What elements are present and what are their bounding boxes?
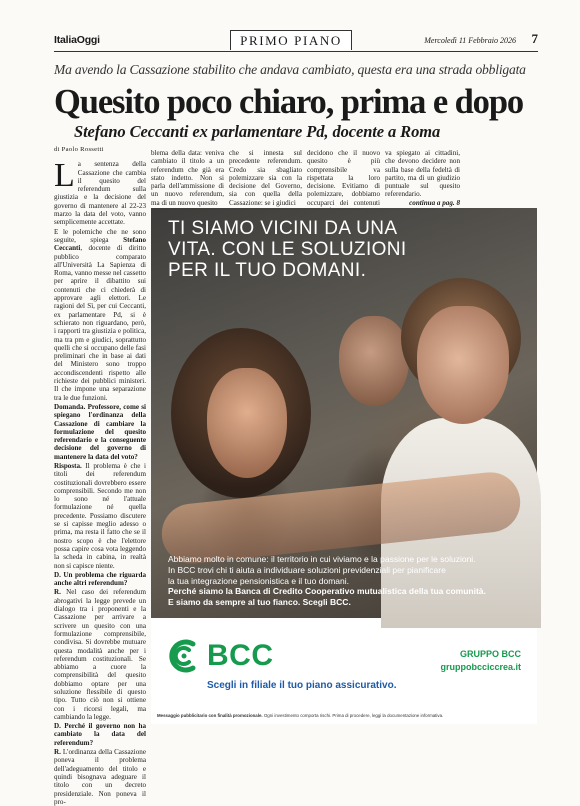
article-column-4: decidono che il nuovo quesito è più comprensibile va rispettata la loro decisione. Evitiamo di polemizzare, dobbiamo occuparci dei contenuti	[307, 149, 380, 207]
ad-headline: TI SIAMO VICINI DA UNA VITA. CON LE SOLUZIONI PER IL TUO DOMANI.	[168, 218, 407, 281]
interview-answer: R. Nel caso dei referendum abrogativi la legge prevede un dialogo tra i proponenti e la Cassazione per arrivare a scrivere un quesito con una formulazione comprensibile, condivisa. Si dovrebbe mutuare questa modalità anche per i referendum costituzionali. Se abbiamo a cuore la comprensibilità del quesito dobbiamo optare per una soluzione flessibile di questo tipo. Tutto ciò non si ottiene con i ricorsi legali, ma cambiando la legge.	[54, 588, 146, 721]
article-column-2: blema della data: veniva cambiato il titolo a un referendum che già era stato indetto. Non si parla dell'ammissione di un nuovo referendum, ma di un nuovo quesito	[151, 149, 224, 207]
interview-answer: Risposta. Il problema è che i titoli dei referendum costituzionali dovrebbero essere comprensibili. Secondo me non lo sono né l'attuale formulazione né quella precedente. Possiamo discutere se si capisse meglio adesso o prima, ma resta il fatto che se il nostro scopo è che l'elettore possa capire cosa vota leggendo la scheda in cabina, in realtà non si capisce niente.	[54, 461, 146, 570]
group-info	[440, 648, 521, 674]
ad-disclaimer: Messaggio pubblicitario con finalità promozionale. Ogni investimento comporta rischi. Prima di procedere, leggi la documentazione informativa.	[157, 713, 444, 718]
group-label: GRUPPO BCC	[459, 649, 521, 659]
article-column-1	[54, 146, 146, 806]
ad-body-text: Abbiamo molto in comune: il territorio in cui viviamo e la passione per le soluzioni. In BCC trovi chi ti aiuta a individuare soluzioni previdenziali per pianificare la tua integrazione pensionistica e il tuo domani. Perché siamo la Banca di Credito Cooperativo mutualistica della tua comunità. E siamo da sempre al tuo fianco. Scegli BCC.	[168, 554, 486, 608]
bcc-advertisement[interactable]	[151, 208, 537, 724]
article-subhead: Stefano Ceccanti ex parlamentare Pd, docente a Roma	[74, 122, 441, 141]
ad-photo	[151, 208, 537, 618]
article-byline: di Paolo Rossetti	[54, 146, 104, 153]
interviewee-name: Stefano Ceccanti	[54, 235, 146, 253]
article-column-3: che si innesta sul precedente referendum. Credo sia sbagliato polemizzare sia con la decisione del Governo, sia con quella della Cassazione: se i giudici	[229, 149, 302, 207]
section-label: PRIMO PIANO	[230, 30, 352, 50]
article-kicker: Ma avendo la Cassazione stabilito che andava cambiato, questa era una strada obbligata	[54, 62, 526, 77]
continued-link[interactable]: continua a pag. 8	[409, 198, 460, 207]
group-url-link[interactable]: gruppobcciccrea.it	[440, 662, 521, 672]
masthead	[54, 30, 538, 52]
bcc-logo-text: BCC	[207, 639, 274, 672]
bcc-logo-icon	[167, 638, 201, 674]
ad-tagline: Scegli in filiale il tuo piano assicurativo.	[207, 680, 397, 691]
drop-cap: L	[54, 157, 75, 195]
interview-question: Domanda. Professore, come si spiegano l'ordinanza della Cassazione di cambiare la formulazione del quesito referendario e la conseguente decisione del governo di mantenere la data del voto?	[54, 402, 146, 461]
issue-date: Mercoledì 11 Febbraio 2026	[424, 36, 516, 45]
article-paragraph: E le polemiche che ne sono seguite, spiega Stefano Ceccanti, docente di diritto pubblico comparato all'Università La Sapienza di Roma, vanno messe nel cassetto per aprire il dibattito sui contenuti che ci chiederà di approvare agli elettori. Le ragioni del Sì, per cui Ceccanti, ex parlamentare Pd, si è schierato non riguardano, però, i rapporti tra giustizia e politica, ma tra pm e giudici, soprattutto quelli che si occupano delle fasi preliminari che in base ai dati del Ministero sono troppo accondiscendenti rispetto alle richieste dei pubblici ministeri. Il che impone una separazione tra le due funzioni.	[54, 227, 146, 402]
ad-brand-area	[151, 618, 537, 708]
interview-question: D. Perché il governo non ha cambiato la data del referendum?	[54, 722, 146, 747]
interview-answer: R. L'ordinanza della Cassazione poneva il problema dell'adeguamento del titolo e quindi bisognava adeguare il titolo con un decreto presidenziale. Non poneva il pro-	[54, 748, 146, 806]
article-column-5: va spiegato ai cittadini, che devono decidere non sulla base della fedeltà di partito, ma di un giudizio puntuale sul quesito referendario. continua a pag. 8	[385, 149, 460, 207]
interview-question: D. Un problema che riguarda anche altri referendum?	[54, 570, 146, 588]
article-lead: La sentenza della Cassazione che cambia il quesito del referendum sulla giustizia e la decisione del governo di mantenere al 22-23 marzo la data del voto, vanno semplicemente accettate.	[54, 157, 146, 227]
article-headline: Quesito poco chiaro, prima e dopo	[54, 83, 524, 121]
newspaper-logo[interactable]: ItaliaOggi	[54, 34, 100, 46]
page-number: 7	[531, 31, 538, 46]
